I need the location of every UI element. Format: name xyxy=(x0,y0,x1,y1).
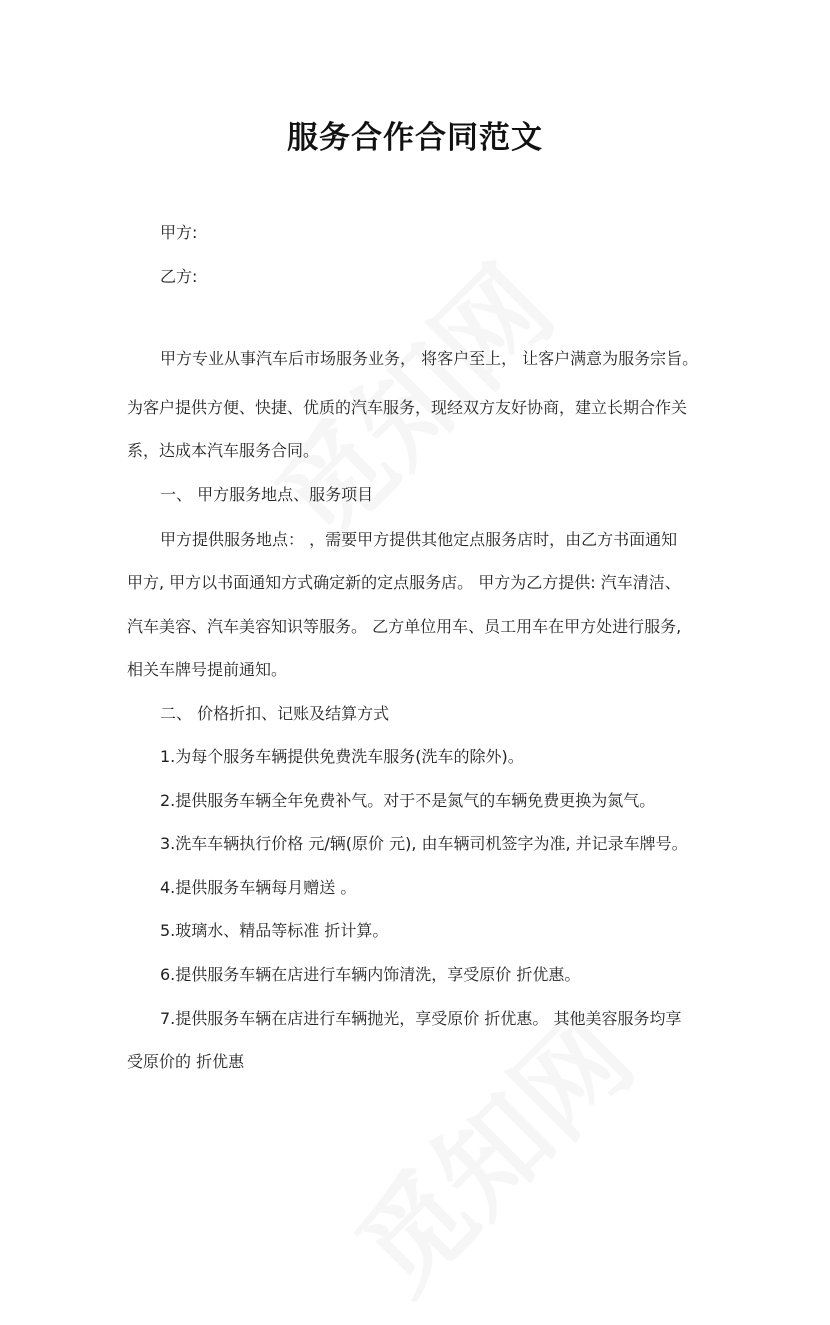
document-title: 服务合作合同范文 xyxy=(287,120,543,156)
pricing-item: 1.为每个服务车辆提供免费洗车服务(洗车的除外)。 xyxy=(160,747,524,766)
intro-line: 甲方专业从事汽车后市场服务业务， 将客户至上， 让客户满意为服务宗旨。 xyxy=(160,349,699,368)
section-1-body-line: 甲方提供服务地点： ，需要甲方提供其他定点服务店时，由乙方书面通知 xyxy=(160,530,678,549)
section-1-body-line: 汽车美容、汽车美容知识等服务。 乙方单位用车、员工用车在甲方处进行服务, xyxy=(127,617,682,636)
section-2-heading: 二、 价格折扣、记账及结算方式 xyxy=(160,704,390,723)
party-a-label: 甲方: xyxy=(160,223,198,242)
pricing-item-continuation: 受原价的 折优惠 xyxy=(127,1052,245,1071)
pricing-item: 4.提供服务车辆每月赠送 。 xyxy=(160,878,357,897)
section-1-body-line: 甲方, 甲方以书面通知方式确定新的定点服务店。 甲方为乙方提供: 汽车清洁、 xyxy=(127,573,681,592)
section-1-heading: 一、 甲方服务地点、服务项目 xyxy=(160,485,374,504)
pricing-item: 6.提供服务车辆在店进行车辆内饰清洗，享受原价 折优惠。 xyxy=(160,965,581,984)
section-1-body-line: 相关车牌号提前通知。 xyxy=(127,660,288,679)
party-b-label: 乙方: xyxy=(160,267,198,286)
pricing-item: 3.洗车车辆执行价格 元/辆(原价 元), 由车辆司机签字为准, 并记录车牌号。 xyxy=(160,834,688,853)
intro-line: 系，达成本汽车服务合同。 xyxy=(127,441,320,460)
pricing-item: 2.提供服务车辆全年免费补气。对于不是氮气的车辆免费更换为氮气。 xyxy=(160,791,656,810)
intro-line: 为客户提供方便、快捷、优质的汽车服务，现经双方友好协商，建立长期合作关 xyxy=(127,398,688,417)
pricing-item: 5.玻璃水、精品等标准 折计算。 xyxy=(160,921,389,940)
pricing-item: 7.提供服务车辆在店进行车辆抛光，享受原价 折优惠。 其他美容服务均享 xyxy=(160,1009,682,1028)
watermark-bottom xyxy=(325,985,664,1324)
